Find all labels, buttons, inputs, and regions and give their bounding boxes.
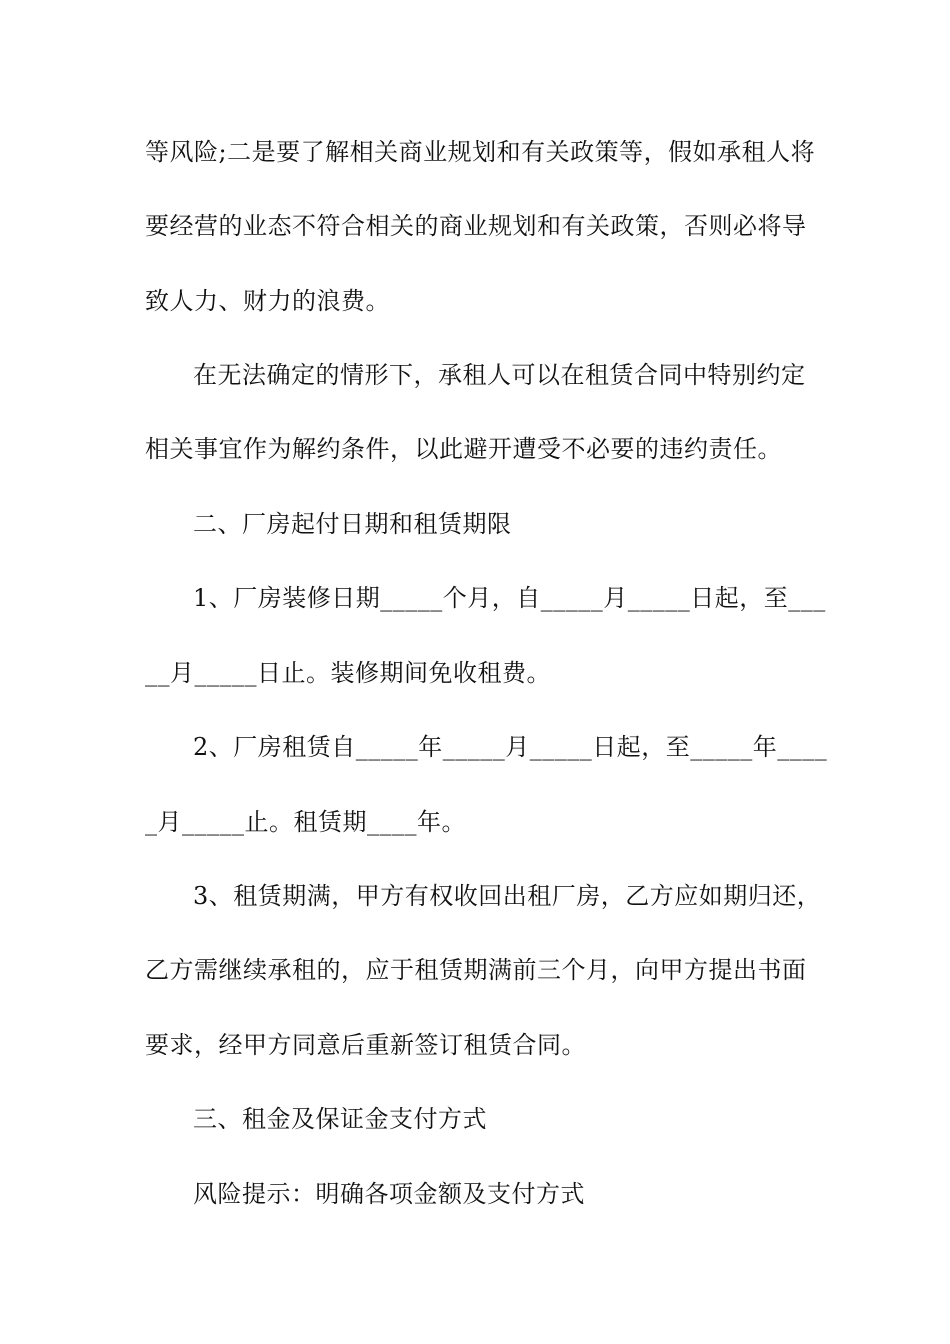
paragraph-line: 在无法确定的情形下，承租人可以在租赁合同中特别约定 bbox=[193, 361, 806, 389]
clause-line: __月_____日止。装修期间免收租费。 bbox=[145, 659, 551, 687]
paragraph-line: 要经营的业态不符合相关的商业规划和有关政策，否则必将导 bbox=[145, 212, 807, 240]
risk-note: 风险提示：明确各项金额及支付方式 bbox=[193, 1180, 585, 1208]
paragraph-line: 等风险;二是要了解相关商业规划和有关政策等，假如承租人将 bbox=[145, 138, 816, 166]
section-heading: 二、厂房起付日期和租赁期限 bbox=[193, 510, 512, 538]
paragraph-line: 致人力、财力的浪费。 bbox=[145, 287, 390, 315]
clause-line: 1、厂房装修日期_____个月，自_____月_____日起，至___ bbox=[193, 584, 826, 612]
clause-line: 3、租赁期满，甲方有权收回出租厂房，乙方应如期归还， bbox=[193, 882, 822, 910]
clause-line: 要求，经甲方同意后重新签订租赁合同。 bbox=[145, 1031, 586, 1059]
clause-line: 乙方需继续承租的，应于租赁期满前三个月，向甲方提出书面 bbox=[145, 956, 807, 984]
paragraph-line: 相关事宜作为解约条件，以此避开遭受不必要的违约责任。 bbox=[145, 435, 782, 463]
section-heading: 三、租金及保证金支付方式 bbox=[193, 1105, 487, 1133]
clause-line: _月_____止。租赁期____年。 bbox=[145, 808, 466, 836]
clause-line: 2、厂房租赁自_____年_____月_____日起，至_____年____ bbox=[193, 733, 828, 761]
